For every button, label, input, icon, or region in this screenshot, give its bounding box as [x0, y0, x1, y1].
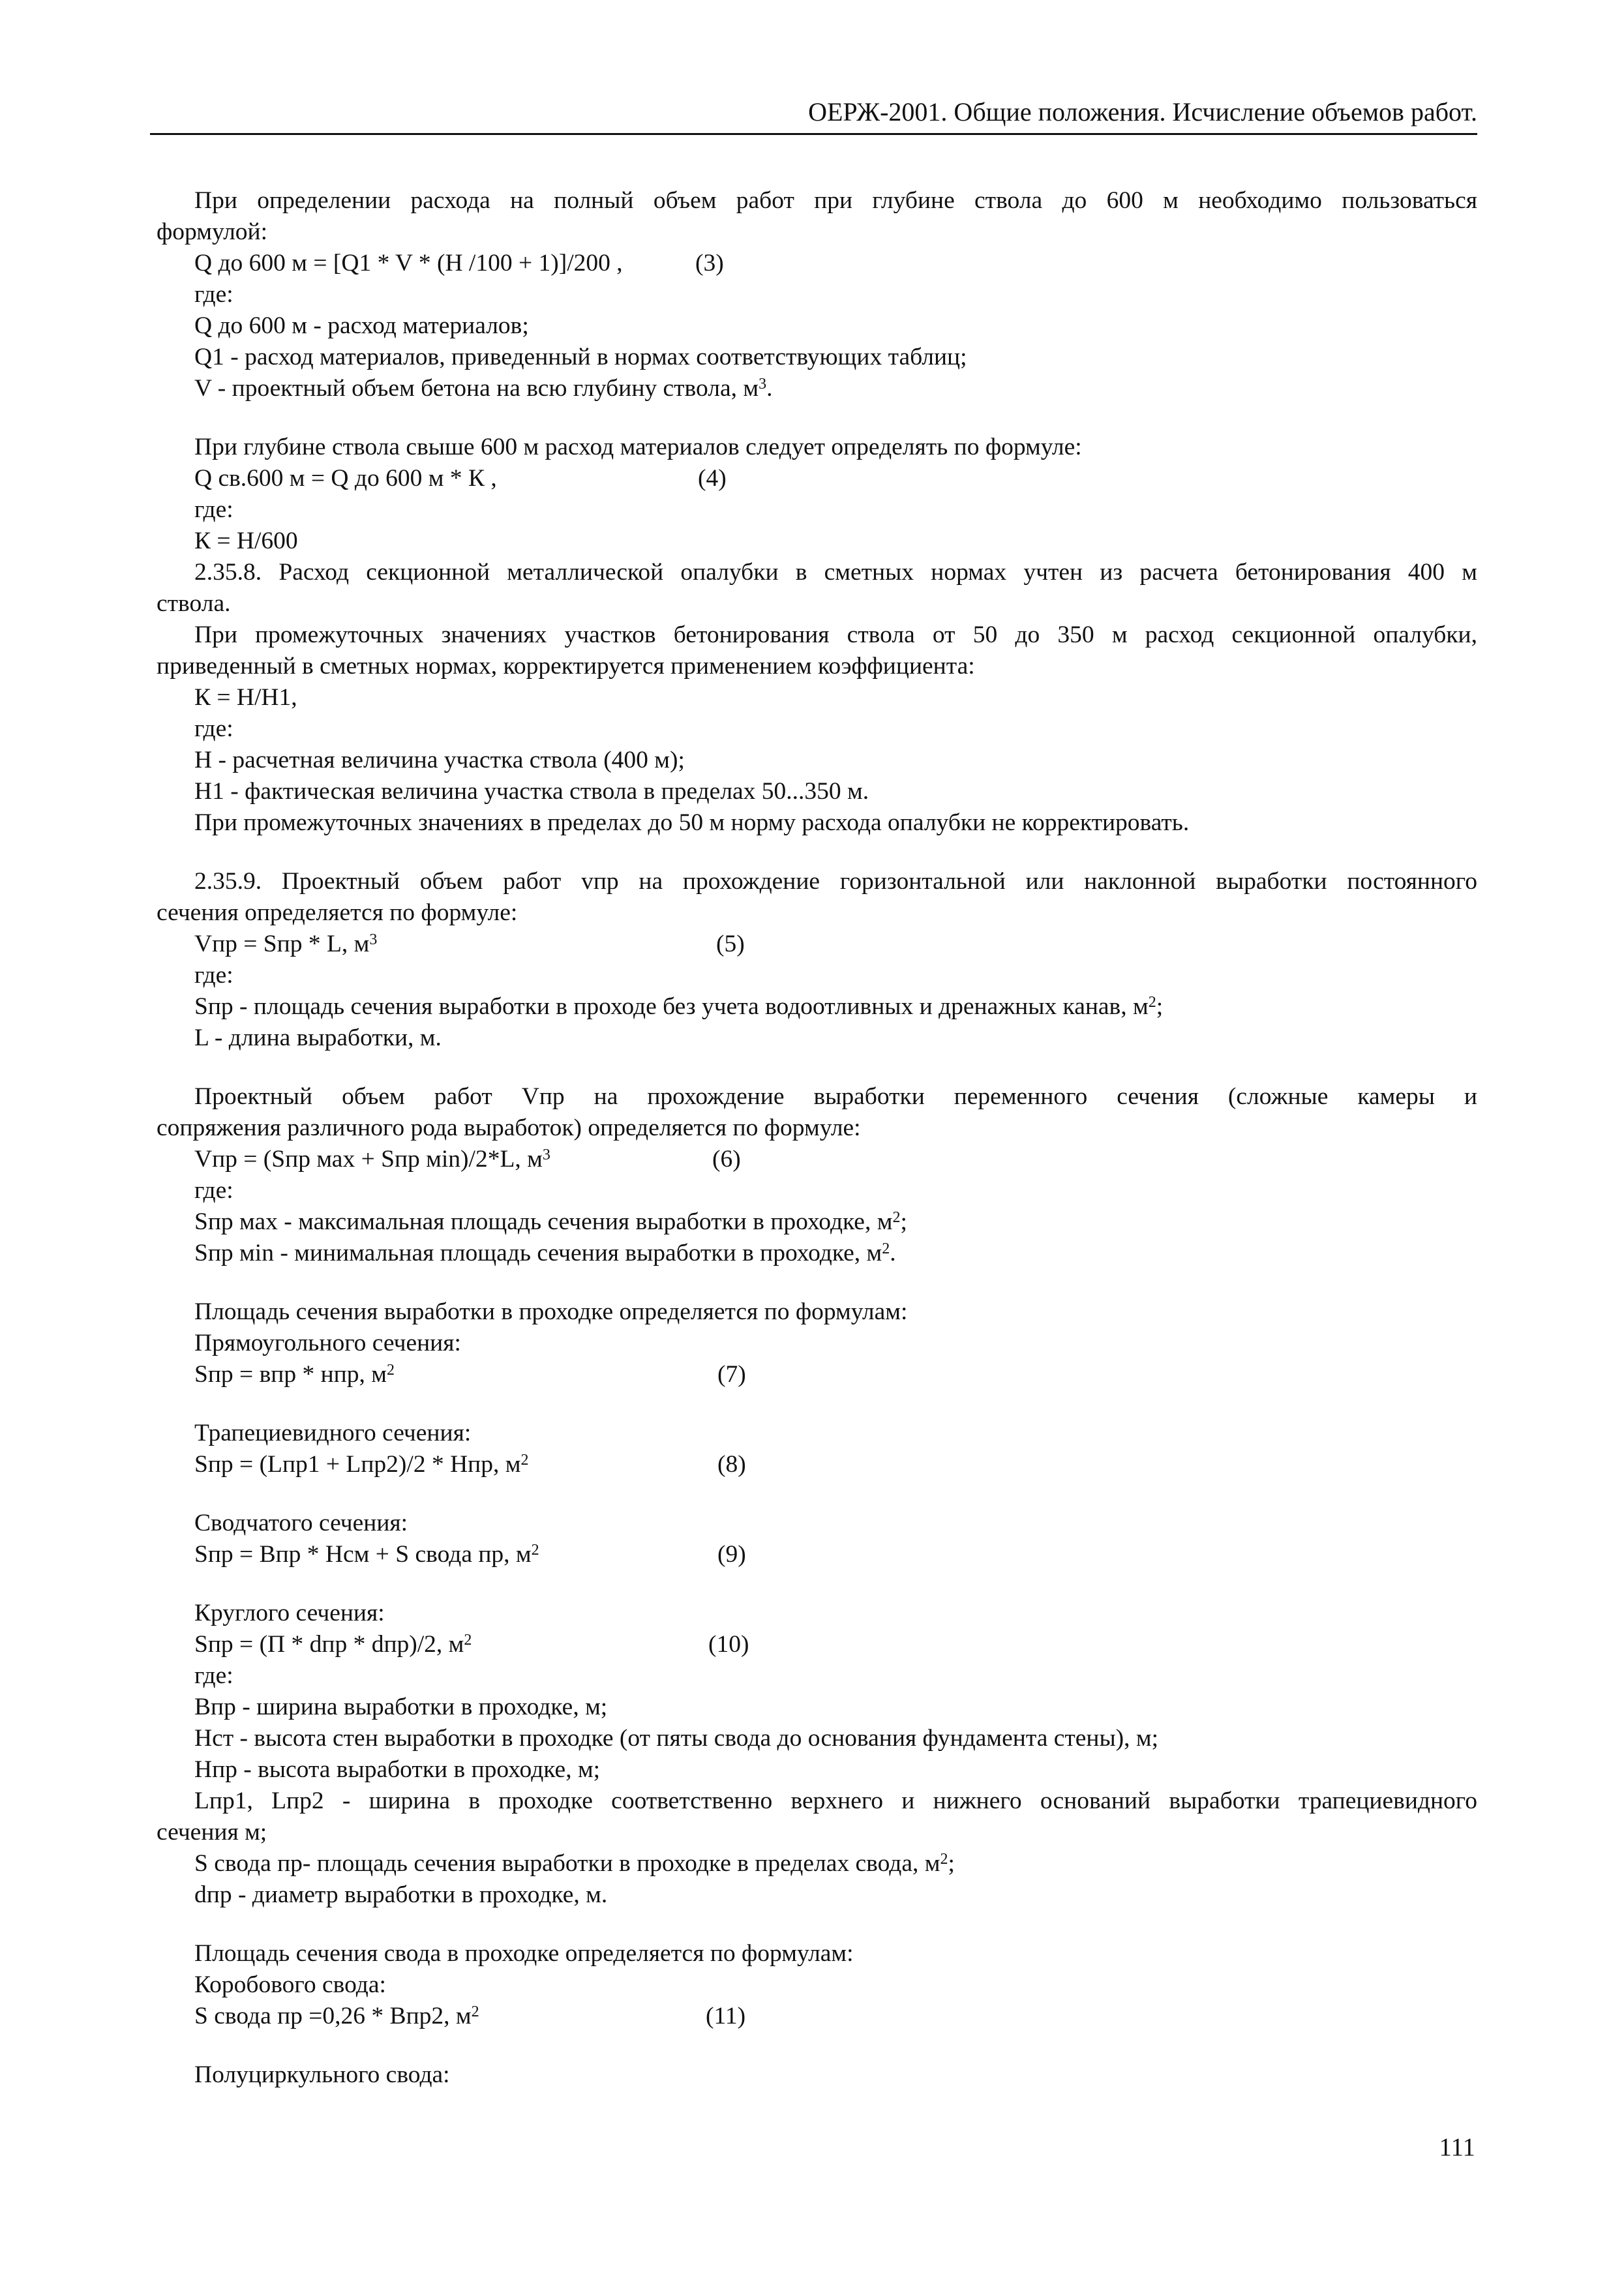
text-line	[194, 1880, 607, 1910]
text-line	[194, 1508, 408, 1538]
text-line	[194, 867, 1477, 897]
line-text: Sпр = Впр * Нсм + S свода пр, м	[194, 1541, 532, 1568]
text-line	[194, 961, 233, 991]
text-line	[194, 1939, 854, 1969]
text-line	[157, 217, 267, 247]
text-line	[194, 558, 1477, 588]
text-line	[157, 898, 517, 928]
text-line	[194, 1598, 385, 1628]
text-line	[194, 1238, 896, 1268]
line-text: При глубине ствола свыше 600 м расход материалов следует определять по формуле:	[194, 434, 1082, 460]
superscript: 2	[531, 1541, 539, 1559]
formula-number: (4)	[698, 465, 727, 492]
line-text: где:	[194, 1177, 233, 1204]
text-line	[194, 745, 685, 775]
text-line	[194, 1692, 607, 1722]
superscript: 3	[542, 1146, 550, 1163]
line-text: где:	[194, 715, 233, 742]
line-text: приведенный в сметных нормах, корректируется применением коэффициента:	[157, 653, 975, 680]
text-line	[194, 683, 297, 713]
line-text: 2.35.9. Проектный объем работ vпр на прохождение горизонтальной или наклонной выработки постоянного	[194, 868, 1477, 895]
line-text: Полуциркульного свода:	[194, 2061, 450, 2088]
line-text: Сводчатого сечения:	[194, 1510, 408, 1536]
formula-number: (7)	[717, 1361, 746, 1388]
line-text: Vпр = (Sпр мах + Sпр мin)/2*L, м	[194, 1146, 543, 1173]
superscript: 2	[471, 2003, 479, 2020]
line-punctuation: ;	[900, 1208, 907, 1235]
line-punctuation: ;	[948, 1850, 955, 1877]
line-punctuation: .	[766, 375, 773, 402]
text-line	[194, 1661, 233, 1691]
text-line	[194, 1207, 907, 1237]
text-line	[194, 992, 1163, 1022]
line-text: dпр - диаметр выработки в проходке, м.	[194, 1881, 608, 1908]
line-text: При промежуточных значениях в пределах до 50 м норму расхода опалубки не корректировать.	[194, 809, 1190, 836]
line-text: Нст - высота стен выработки в проходке (от пяты свода до основания фундамента стены), м;	[194, 1725, 1159, 1752]
line-text: где:	[194, 962, 233, 989]
formula-number: (6)	[712, 1146, 741, 1173]
text-line	[157, 1818, 267, 1848]
text-line	[194, 2001, 479, 2031]
superscript: 2	[892, 1208, 901, 1226]
formula-number: (10)	[708, 1631, 749, 1658]
text-line	[194, 464, 497, 494]
line-text: Vпр = Sпр * L, м	[194, 931, 370, 957]
text-line	[194, 2060, 450, 2090]
line-text: сечения определяется по формуле:	[157, 899, 518, 926]
text-line	[194, 1786, 1477, 1816]
line-text: Sпр = (Lпр1 + Lпр2)/2 * Нпр, м	[194, 1451, 521, 1478]
line-text: Q1 - расход материалов, приведенный в нормах соответствующих таблиц;	[194, 344, 967, 370]
superscript: 2	[882, 1240, 890, 1257]
superscript: 3	[369, 931, 378, 948]
line-text: Площадь сечения выработки в проходке определяется по формулам:	[194, 1298, 908, 1325]
text-line	[194, 808, 1189, 838]
line-text: Проектный объем работ Vпр на прохождение выработки переменного сечения (сложные камеры и	[194, 1083, 1477, 1110]
text-line	[194, 1630, 472, 1660]
line-text: формулой:	[157, 218, 268, 245]
superscript: 2	[386, 1361, 395, 1379]
line-text: где:	[194, 496, 233, 523]
text-line	[194, 374, 772, 404]
line-text: Нпр - высота выработки в проходке, м;	[194, 1756, 601, 1783]
text-line	[194, 526, 298, 556]
text-line	[194, 1082, 1477, 1112]
text-line	[194, 620, 1477, 650]
line-text: Круглого сечения:	[194, 1600, 385, 1626]
line-text: где:	[194, 281, 233, 308]
text-line	[157, 651, 975, 681]
line-punctuation: .	[890, 1240, 896, 1266]
line-text: Q до 600 м - расход материалов;	[194, 312, 529, 339]
text-line	[194, 1297, 907, 1327]
text-line	[194, 342, 967, 372]
line-text: где:	[194, 1662, 233, 1689]
line-text: 2.35.8. Расход секционной металлической опалубки в сметных нормах учтен из расчета бетонирования 400 м	[194, 559, 1477, 586]
line-text: К = Н/Н1,	[194, 684, 297, 711]
line-text: При определении расхода на полный объем работ при глубине ствола до 600 м необходимо пользоваться	[194, 187, 1477, 214]
header-title: ОЕРЖ-2001. Общие положения. Исчисление объемов работ.	[808, 97, 1477, 127]
line-text: Впр - ширина выработки в проходке, м;	[194, 1694, 608, 1720]
line-text: S свода пр- площадь сечения выработки в проходке в пределах свода, м	[194, 1850, 940, 1877]
line-text: Н1 - фактическая величина участка ствола в пределах 50...350 м.	[194, 778, 869, 805]
running-header	[150, 97, 1477, 135]
text-line	[194, 714, 233, 744]
line-text: сечения м;	[157, 1819, 267, 1846]
text-line	[194, 929, 377, 959]
text-line	[194, 1360, 395, 1390]
line-text: Площадь сечения свода в проходке определяется по формулам:	[194, 1940, 854, 1967]
text-line	[194, 280, 233, 310]
text-line	[194, 1023, 442, 1053]
line-text: При промежуточных значениях участков бетонирования ствола от 50 до 350 м расход секционной опалубки,	[194, 621, 1477, 648]
text-line	[157, 589, 230, 619]
text-line	[194, 1755, 600, 1785]
line-text: ствола.	[157, 590, 231, 617]
page-number: 111	[1439, 2133, 1475, 2161]
text-line	[194, 186, 1477, 216]
text-line	[194, 1328, 461, 1358]
line-text: V - проектный объем бетона на всю глубину ствола, м	[194, 375, 759, 402]
line-text: Lпр1, Lпр2 - ширина в проходке соответственно верхнего и нижнего оснований выработки трапециевидного	[194, 1788, 1477, 1814]
text-line	[194, 1176, 233, 1206]
line-text: L - длина выработки, м.	[194, 1025, 442, 1051]
superscript: 3	[759, 375, 767, 393]
text-line	[194, 432, 1082, 462]
line-text: Н - расчетная величина участка ствола (400 м);	[194, 747, 685, 773]
line-text: S свода пр =0,26 * Впр2, м	[194, 2003, 472, 2029]
line-text: Коробового свода:	[194, 1971, 386, 1998]
line-punctuation: ;	[1156, 993, 1164, 1020]
text-line	[194, 1144, 550, 1174]
line-text: Прямоугольного сечения:	[194, 1330, 461, 1356]
formula-number: (5)	[716, 931, 745, 957]
text-line	[194, 1540, 539, 1570]
formula-number: (9)	[717, 1541, 746, 1568]
text-line	[194, 248, 623, 278]
text-line	[194, 311, 529, 341]
superscript: 2	[940, 1850, 948, 1868]
superscript: 2	[464, 1631, 472, 1649]
line-text: Sпр = впр * нпр, м	[194, 1361, 387, 1388]
formula-number: (8)	[717, 1451, 746, 1478]
superscript: 2	[1148, 993, 1156, 1011]
text-line	[194, 1724, 1158, 1754]
line-text: Трапециевидного сечения:	[194, 1420, 472, 1446]
line-text: сопряжения различного рода выработок) определяется по формуле:	[157, 1115, 861, 1141]
text-line	[157, 1113, 861, 1143]
text-line	[194, 777, 869, 807]
line-text: Sпр мах - максимальная площадь сечения выработки в проходке, м	[194, 1208, 893, 1235]
line-text: К = Н/600	[194, 528, 298, 554]
text-line	[194, 1849, 955, 1879]
text-line	[194, 1418, 471, 1448]
line-text: Sпр = (П * dпр * dпр)/2, м	[194, 1631, 464, 1658]
formula-number: (3)	[695, 250, 724, 277]
line-text: Q до 600 м = [Q1 * V * (H /100 + 1)]/200 ,	[194, 250, 623, 277]
line-text: Sпр мin - минимальная площадь сечения выработки в проходке, м	[194, 1240, 882, 1266]
superscript: 2	[520, 1451, 529, 1469]
text-line	[194, 1970, 386, 2000]
line-text: Q св.600 м = Q до 600 м * К ,	[194, 465, 497, 492]
formula-number: (11)	[706, 2003, 746, 2029]
text-line	[194, 495, 233, 525]
text-line	[194, 1450, 528, 1480]
line-text: Sпр - площадь сечения выработки в проходе без учета водоотливных и дренажных канав, м	[194, 993, 1149, 1020]
